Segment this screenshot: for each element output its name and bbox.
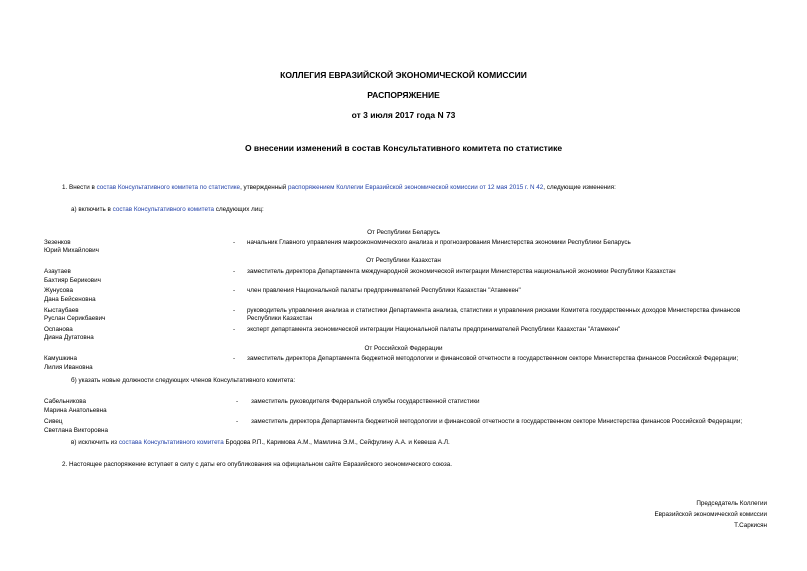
dash: -	[233, 268, 236, 275]
person-surname: Жунусова	[44, 287, 73, 294]
person-name: Руслан Серикбаевич	[44, 315, 106, 322]
p1-text-after: , следующие изменения:	[543, 184, 616, 191]
committee-link-a[interactable]: состав Консультативного комитета	[112, 206, 215, 213]
person-role: начальник Главного управления макроэкономического анализа и прогнозирования Министерства экономики Республики Беларусь	[247, 239, 631, 246]
section-kazakhstan: От Республики Казахстан	[366, 257, 441, 264]
person-role: руководитель управления анализа и статистики Департамента анализа, статистики и управления рисками Комитета государственных доходов Министерства финансов Республики Казахстан	[247, 307, 741, 322]
paragraph-c	[71, 439, 450, 447]
committee-link-c[interactable]: состава Консультативного комитета	[118, 439, 224, 446]
section-belarus: От Республики Беларусь	[367, 229, 440, 236]
board-order-link[interactable]: распоряжением Коллегии Евразийской экономической комиссии от 12 мая 2015 г. N 42	[288, 184, 544, 191]
person-role: заместитель директора Департамента международной экономической интеграции Министерства национальной экономики Республики Казахстан	[247, 268, 676, 275]
pc-text-after: Бродова Р.П., Каримова А.М., Мамлина Э.М., Сейфулину А.А. и Кевеша А.Л.	[223, 439, 450, 446]
person-name: Дана Бейсеновна	[44, 296, 96, 303]
dash: -	[233, 239, 236, 246]
person-name: Марина Анатольевна	[44, 407, 107, 414]
dash: -	[233, 326, 236, 333]
person-surname: Зезенков	[44, 239, 71, 246]
paragraph-b: б) указать новые должности следующих членов Консультативного комитета:	[71, 377, 296, 384]
document-title: О внесении изменений в состав Консультативного комитета по статистике	[244, 143, 563, 153]
paragraph-1	[62, 184, 616, 192]
dash: -	[236, 418, 239, 425]
p1-text-before: 1. Внести в	[62, 184, 97, 191]
dash: -	[233, 287, 236, 294]
person-role: заместитель директора Департамента бюджетной методологии и финансовой отчетности в государственном секторе Министерства финансов Российской Федерации;	[247, 355, 739, 362]
org-name: КОЛЛЕГИЯ ЕВРАЗИЙСКОЙ ЭКОНОМИЧЕСКОЙ КОМИССИИ	[280, 70, 527, 80]
person-role: заместитель директора Департамента бюджетной методологии и финансовой отчетности в государственном секторе Министерства финансов Российской Федерации;	[251, 418, 743, 425]
person-name: Бахтияр Берикович	[44, 277, 101, 284]
person-surname: Камушкина	[44, 355, 78, 362]
person-role: заместитель руководителя Федеральной службы государственной статистики	[251, 398, 480, 405]
document-type: РАСПОРЯЖЕНИЕ	[367, 90, 440, 100]
dash: -	[236, 398, 239, 405]
person-role: член правления Национальной палаты предпринимателей Республики Казахстан "Атамекен"	[247, 287, 521, 294]
person-name: Диана Дугатовна	[44, 334, 94, 341]
person-surname: Кыстаубаев	[44, 307, 79, 314]
person-surname: Сивец	[44, 418, 63, 425]
person-role: эксперт департамента экономической интеграции Национальной палаты предпринимателей Республики Казахстан "Атамекен"	[247, 326, 621, 333]
person-name: Юрий Михайлович	[44, 247, 99, 254]
paragraph-a	[71, 206, 264, 214]
section-russia: От Российской Федерации	[364, 345, 443, 352]
person-surname: Оспанова	[44, 326, 73, 333]
dash: -	[233, 355, 236, 362]
p1-text-middle: , утвержденный	[240, 184, 289, 191]
pc-text-before: в) исключить из	[71, 439, 119, 446]
signature-name: Т.Саркисян	[734, 522, 767, 529]
pa-text-after: следующих лиц:	[214, 206, 264, 213]
person-name: Светлана Викторовна	[44, 427, 108, 434]
paragraph-2: 2. Настоящее распоряжение вступает в силу с даты его опубликования на официальном сайте Евразийского экономического союза.	[62, 461, 452, 468]
person-surname: Азаутаев	[44, 268, 71, 275]
signature-line-2: Евразийской экономической комиссии	[654, 511, 767, 518]
person-surname: Сабельникова	[44, 398, 87, 405]
person-name: Лилия Ивановна	[44, 364, 93, 371]
pa-text-before: а) включить в	[71, 206, 113, 213]
signature-line-1: Председатель Коллегии	[696, 500, 767, 507]
dash: -	[233, 307, 236, 314]
committee-composition-link[interactable]: состав Консультативного комитета по статистике	[96, 184, 241, 191]
document-date: от 3 июля 2017 года N 73	[351, 110, 456, 120]
